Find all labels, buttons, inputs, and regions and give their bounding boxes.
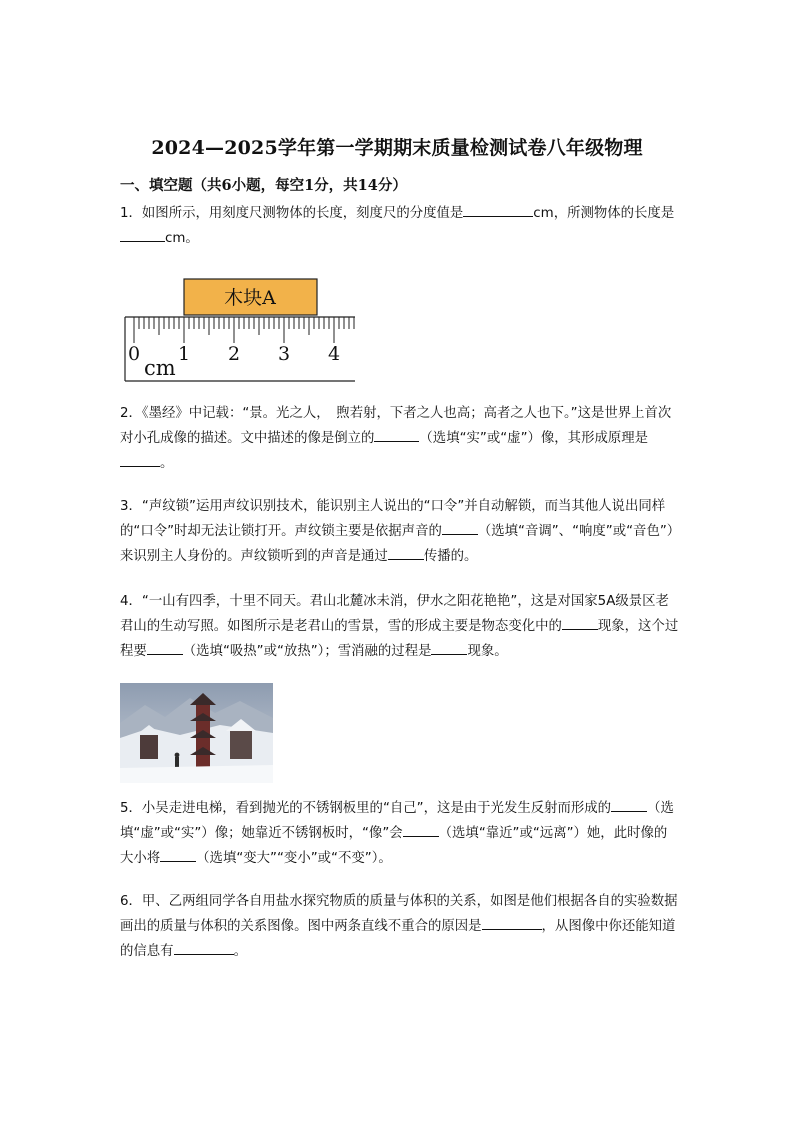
- q1-text-d: cm。: [165, 231, 199, 246]
- q4-text-c: （选填“吸热”或“放热”）；雪消融的过程是: [182, 644, 432, 659]
- question-4: [120, 589, 680, 664]
- q5-text-b: （选填“虚”或“实”）像；她靠近不锈钢板时，“像”会: [120, 801, 674, 841]
- q1-text-b: cm，所测物体的长度: [533, 206, 661, 221]
- question-2: [120, 401, 680, 476]
- answer-blank[interactable]: [562, 614, 598, 630]
- q5-text-d: （选填“变大”“变小”或“不变”）。: [196, 851, 392, 866]
- question-1: [120, 201, 680, 251]
- answer-blank[interactable]: [482, 914, 542, 930]
- answer-blank[interactable]: [388, 544, 424, 560]
- ruler-number: 1: [177, 343, 191, 365]
- answer-blank[interactable]: [374, 426, 419, 442]
- page-title: 2024—2025学年第一学期期末质量检测试卷八年级物理: [151, 137, 643, 159]
- answer-blank[interactable]: [160, 846, 196, 862]
- q2-text-c: 。: [160, 456, 174, 471]
- ruler-number: 4: [327, 343, 341, 365]
- ruler-number: 2: [227, 343, 241, 365]
- ruler-number: 0: [127, 343, 141, 365]
- q2-text-b: （选填“实”或“虚”）像，其形成原理是: [419, 431, 649, 446]
- question-3: [120, 494, 680, 569]
- q4-text-a: 4．“一山有四季，十里不同天。君山北麓冰未消，伊水之阳花艳艳”，这是对国家5A级景区老君山的生动写照。如图所示是老君山的雪景，雪的形成主要是物态变化中的: [120, 594, 669, 634]
- q2-text-a: 2．《墨经》中记载：“景。光之人， 煦若射，下者之人也高；高者之人也下。”这是世界上首次对小孔成像的描述。文中描述的像是倒立的: [120, 406, 672, 446]
- answer-blank[interactable]: [611, 796, 647, 812]
- answer-blank[interactable]: [463, 201, 533, 217]
- q5-text-c: （选填“靠近”或“远离”）她，此时像的大小将: [120, 826, 668, 866]
- q3-text-b: （选填“音调”、“响度”或“音色”）来识别主人身份的。声纹锁听到的声音是通过: [120, 524, 674, 564]
- laojun-mountain-snow-photo: [120, 683, 273, 783]
- answer-blank[interactable]: [174, 939, 234, 955]
- q4-text-b: 现象，这个过程要: [120, 619, 679, 659]
- q6-text-c: 。: [233, 944, 247, 959]
- q1-text-c: 是: [660, 206, 675, 221]
- q5-text-a: 5．小吴走进电梯，看到抛光的不锈钢板里的“自己”，这是由于光发生反射而形成的: [120, 801, 612, 816]
- q4-text-d: 现象。: [467, 644, 508, 659]
- ruler-figure: [120, 274, 360, 386]
- answer-blank[interactable]: [403, 821, 439, 837]
- answer-blank[interactable]: [431, 639, 467, 655]
- answer-blank[interactable]: [120, 226, 165, 242]
- answer-blank[interactable]: [120, 451, 160, 467]
- q6-text-b: ，从图像中你还能知道的信息有: [120, 919, 676, 959]
- answer-blank[interactable]: [442, 519, 478, 535]
- wood-block-label: 木块A: [224, 287, 276, 309]
- q6-text-a: 6．甲、乙两组同学各自用盐水探究物质的质量与体积的关系，如图是他们根据各自的实验数据画出的质量与体积的关系图像。图中两条直线不重合的原因是: [120, 894, 678, 934]
- ruler-number: 3: [277, 343, 291, 365]
- ruler-unit-label: cm: [144, 356, 176, 380]
- answer-blank[interactable]: [147, 639, 183, 655]
- section-heading: 一、填空题（共6小题，每空1分，共14分）: [120, 177, 407, 194]
- q3-text-a: 3．“声纹锁”运用声纹识别技术，能识别主人说出的“口令”并自动解锁，而当其他人说出同样的“口令”时却无法让锁打开。声纹锁主要是依据声音的: [120, 499, 666, 539]
- q3-text-c: 传播的。: [423, 549, 478, 564]
- q1-text-a: 1．如图所示，用刻度尺测物体的长度，刻度尺的分度值是: [120, 206, 464, 221]
- question-6: [120, 889, 680, 964]
- question-5: [120, 796, 680, 871]
